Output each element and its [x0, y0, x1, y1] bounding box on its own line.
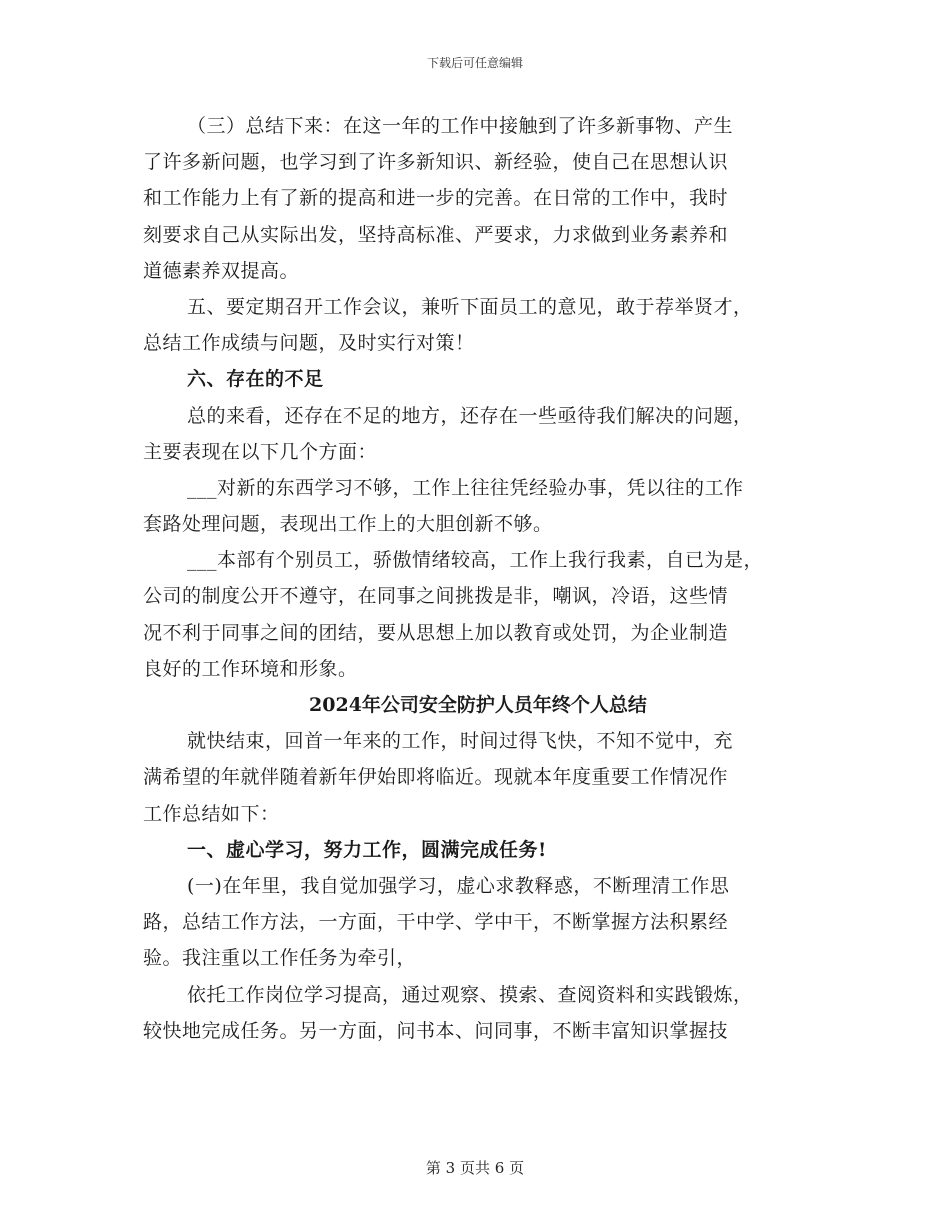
section-heading: 一、虚心学习，努力工作，圆满完成任务!: [187, 838, 547, 861]
paragraph-line: 五、要定期召开工作会议，兼听下面员工的意见，敢于荐举贤才，: [187, 295, 753, 318]
paragraph-line: 总结工作成绩与问题，及时实行对策！: [143, 332, 475, 355]
paragraph-line: ___对新的东西学习不够，工作上往往凭经验办事，凭以往的工作: [187, 476, 744, 499]
paragraph-line: 套路处理问题，表现出工作上的大胆创新不够。: [143, 513, 553, 536]
paragraph-line: 和工作能力上有了新的提高和进一步的完善。在日常的工作中，我时: [143, 187, 729, 210]
paragraph-line: 公司的制度公开不遵守，在同事之间挑拨是非，嘲讽，冷语，这些情: [143, 585, 729, 608]
document-title: 2024年公司安全防护人员年终个人总结: [309, 694, 647, 716]
paragraph-line: 工作总结如下：: [143, 802, 280, 825]
paragraph-line: 验。我注重以工作任务为牵引，: [143, 947, 417, 970]
paragraph-line: 总的来看，还存在不足的地方，还存在一些亟待我们解决的问题，: [187, 404, 753, 427]
paragraph-line: 就快结束，回首一年来的工作，时间过得飞快，不知不觉中，充: [187, 730, 734, 753]
paragraph-line: 道德素养双提高。: [143, 259, 300, 282]
paragraph-line: 较快地完成任务。另一方面，问书本、问同事，不断丰富知识掌握技: [143, 1019, 729, 1042]
paragraph-line: (一)在年里，我自觉加强学习，虚心求教释惑，不断理清工作思: [187, 874, 730, 897]
document-body: [143, 108, 813, 1049]
paragraph-line: 路，总结工作方法，一方面，干中学、学中干，不断掌握方法积累经: [143, 911, 729, 934]
paragraph-line: 依托工作岗位学习提高，通过观察、摸索、查阅资料和实践锻炼，: [187, 983, 753, 1006]
paragraph-line: 刻要求自己从实际出发，坚持高标准、严要求，力求做到业务素养和: [143, 223, 729, 246]
paragraph-line: ___本部有个别员工，骄傲情绪较高，工作上我行我素，自已为是，: [187, 549, 764, 572]
page-footer: 第 3 页共 6 页: [425, 1159, 525, 1177]
paragraph-line: 主要表现在以下几个方面：: [143, 440, 378, 463]
paragraph-line: （三）总结下来：在这一年的工作中接触到了许多新事物、产生: [187, 115, 734, 137]
page-header: 下载后可任意编辑: [426, 56, 523, 70]
paragraph-line: 满希望的年就伴随着新年伊始即将临近。现就本年度重要工作情况作: [143, 766, 729, 789]
paragraph-line: 了许多新问题，也学习到了许多新知识、新经验，使自己在思想认识: [143, 151, 729, 174]
paragraph-line: 况不利于同事之间的团结，要从思想上加以教育或处罚，为企业制造: [143, 621, 729, 644]
section-heading: 六、存在的不足: [187, 368, 324, 391]
paragraph-line: 良好的工作环境和形象。: [143, 657, 358, 680]
